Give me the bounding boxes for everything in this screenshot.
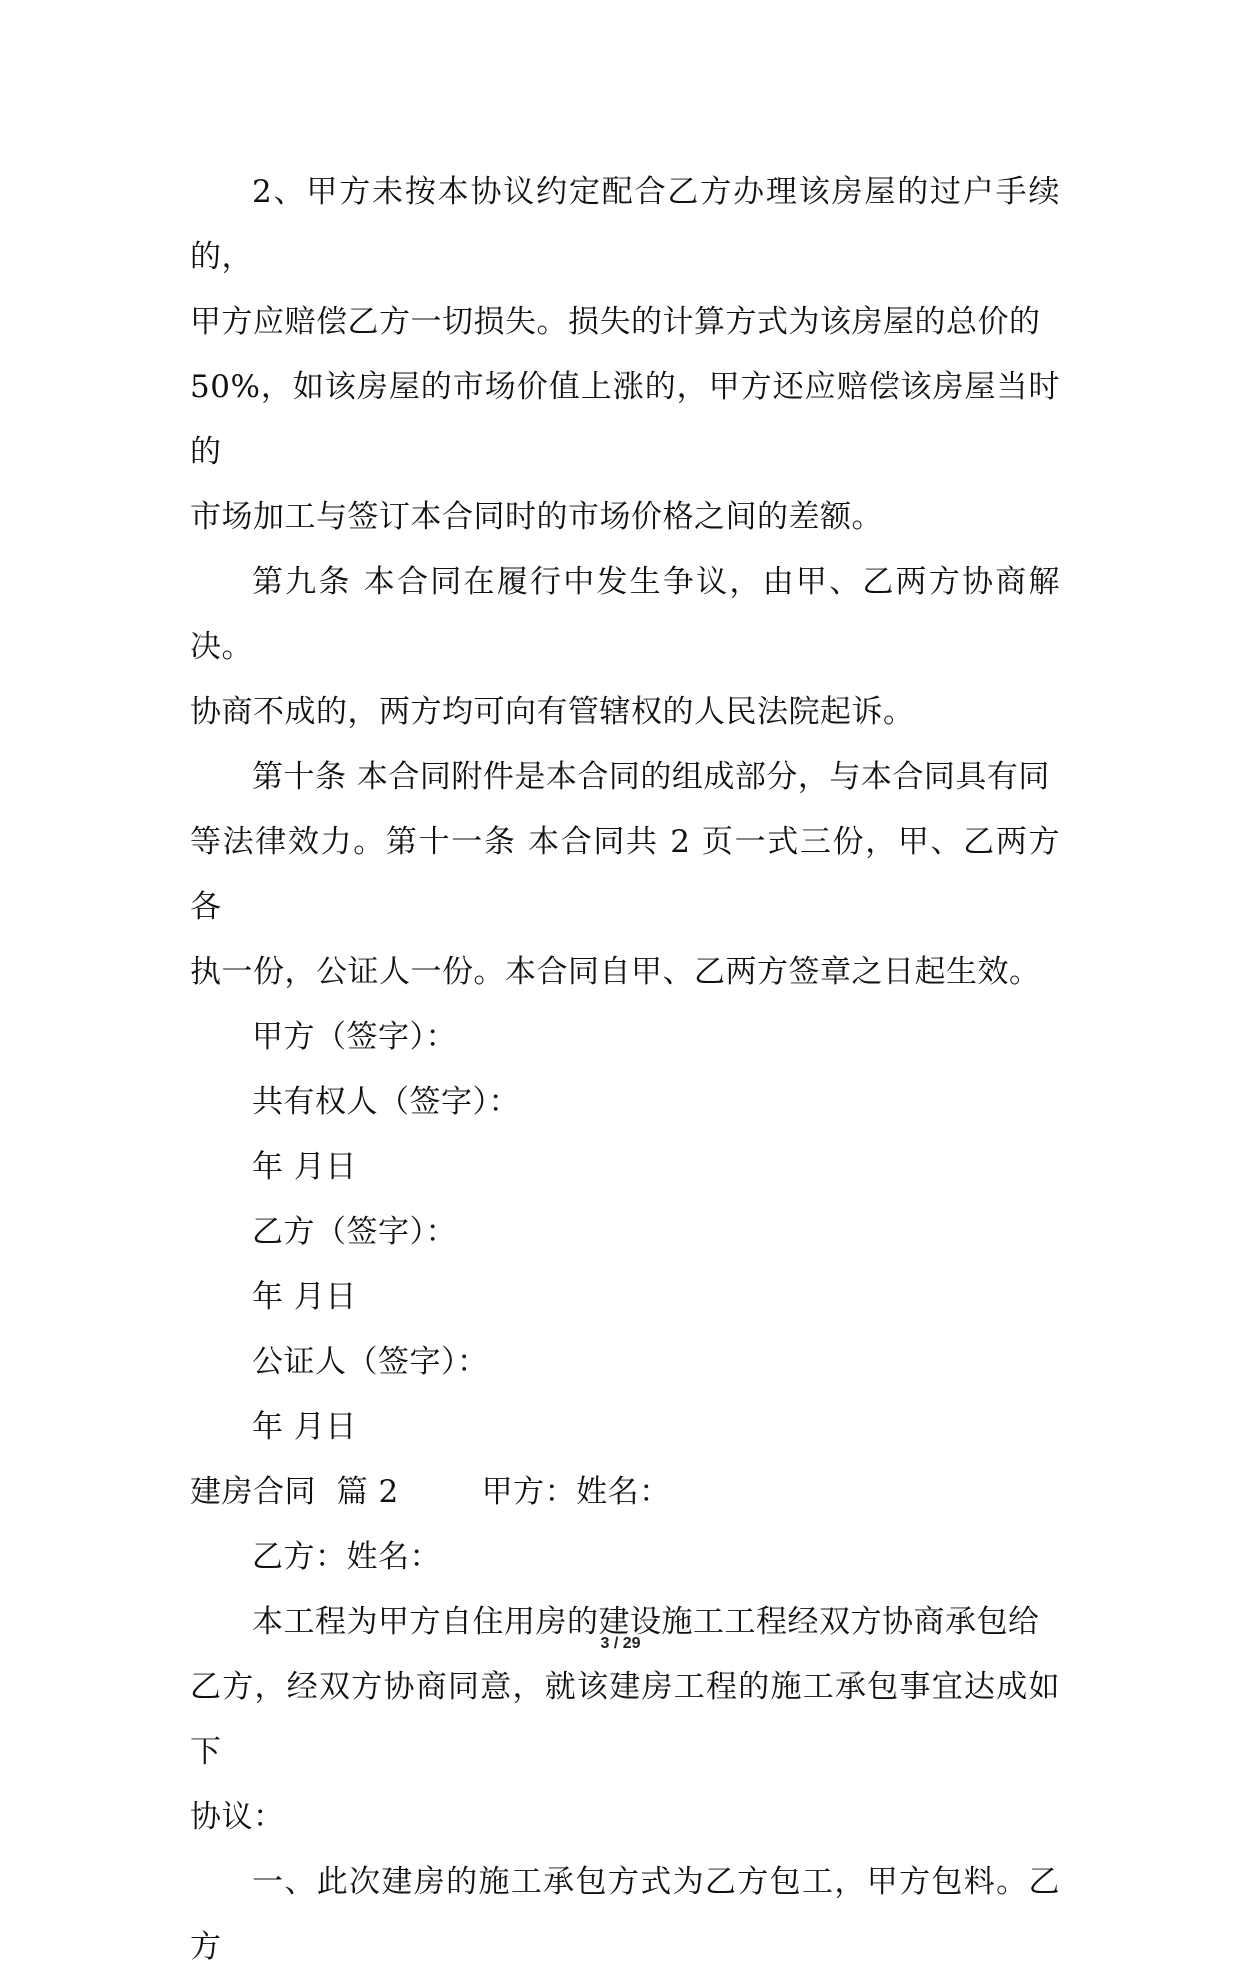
- date-line: 年 月日: [252, 1279, 357, 1315]
- text-line: 第十条 本合同附件是本合同的组成部分，与本合同具有同: [252, 759, 1050, 795]
- text-line: 市场加工与签订本合同时的市场价格之间的差额。: [190, 499, 883, 535]
- section-heading: 建房合同 篇 2 甲方：姓名：: [190, 1474, 671, 1510]
- text-line: 协商不成的，两方均可向有管辖权的人民法院起诉。: [190, 694, 915, 730]
- text-line: 本工程为甲方自住用房的建设施工工程经双方协商承包给: [252, 1604, 1040, 1640]
- text-line: 协议：: [190, 1799, 285, 1835]
- signature-line-party-a: 甲方（签字）：: [252, 1019, 457, 1055]
- text-line: 甲方应赔偿乙方一切损失。损失的计算方式为该房屋的总价的: [190, 304, 1041, 340]
- date-line: 年 月日: [252, 1409, 357, 1445]
- signature-line-notary: 公证人（签字）：: [252, 1344, 489, 1380]
- text-line: 执一份，公证人一份。本合同自甲、乙两方签章之日起生效。: [190, 954, 1041, 990]
- text-line: 等法律效力。第十一条 本合同共 2 页一式三份，甲、乙两方各: [190, 824, 1060, 925]
- text-line: 第九条 本合同在履行中发生争议，由甲、乙两方协商解决。: [190, 564, 1060, 665]
- text-line: 乙方，经双方协商同意，就该建房工程的施工承包事宜达成如下: [190, 1669, 1060, 1770]
- signature-line-party-b: 乙方（签字）：: [252, 1214, 457, 1250]
- text-line: 一、此次建房的施工承包方式为乙方包工，甲方包料。乙方: [190, 1864, 1060, 1965]
- signature-line-co-owner: 共有权人（签字）：: [252, 1084, 520, 1120]
- text-line: 50%，如该房屋的市场价值上涨的，甲方还应赔偿该房屋当时的: [190, 369, 1060, 470]
- page-number: 3 / 29: [600, 1635, 641, 1652]
- document-body: [190, 160, 1060, 1980]
- text-line: 乙方：姓名：: [252, 1539, 441, 1575]
- date-line: 年 月日: [252, 1149, 357, 1185]
- text-line: 2、甲方未按本协议约定配合乙方办理该房屋的过户手续的，: [190, 174, 1060, 275]
